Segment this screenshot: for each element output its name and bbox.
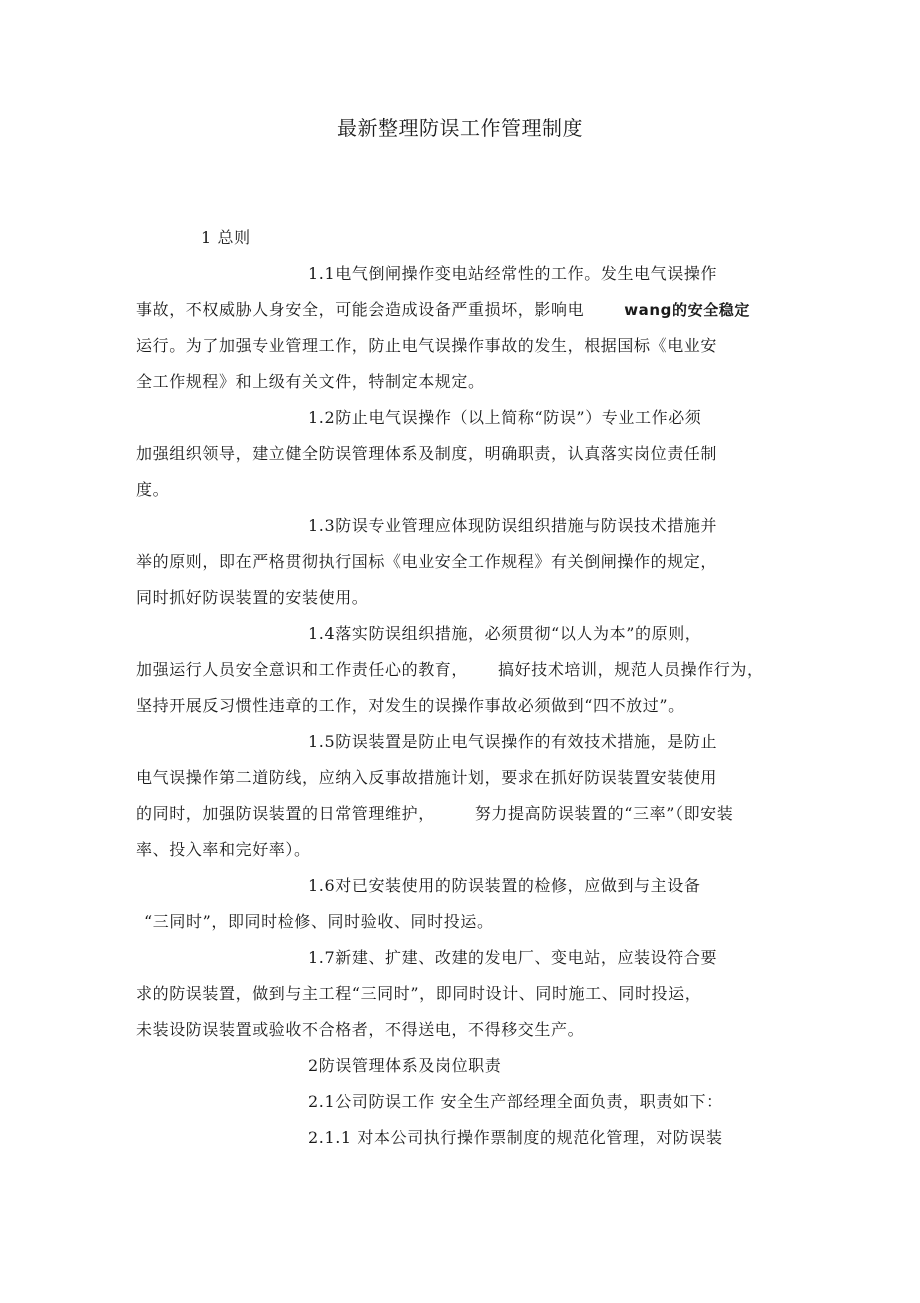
paragraph-line: 全工作规程》和上级有关文件，特制定本规定。 xyxy=(136,372,485,391)
paragraph-fragment: 努力提高防误装置的“三率”（即安装 xyxy=(474,804,734,823)
paragraph-line: 2.1.1 对本公司执行操作票制度的规范化管理，对防误装 xyxy=(308,1128,723,1147)
paragraph-line: 1.6对已安装使用的防误装置的检修，应做到与主设备 xyxy=(308,876,701,895)
paragraph-line: 加强组织领导，建立健全防误管理体系及制度，明确职责，认真落实岗位责任制 xyxy=(136,444,718,463)
paragraph-line xyxy=(136,660,764,680)
paragraph-fragment: 的同时，加强防误装置的日常管理维护， xyxy=(136,804,435,823)
paragraph-line: 率、投入率和完好率）。 xyxy=(136,840,311,859)
paragraph-line: 1.4落实防误组织措施，必须贯彻“以人为本”的原则， xyxy=(308,624,702,643)
paragraph-line: 1.2防止电气误操作（以上简称“防误”）专业工作必须 xyxy=(308,408,702,427)
paragraph-line: 运行。为了加强专业管理工作，防止电气误操作事故的发生，根据国标《电业安 xyxy=(136,336,718,355)
paragraph-line: 度。 xyxy=(136,480,170,499)
paragraph-line: 电气误操作第二道防线，应纳入反事故措施计划，要求在抓好防误装置安装使用 xyxy=(136,768,718,787)
paragraph-line: 2.1公司防误工作 安全生产部经理全面负责，职责如下： xyxy=(308,1092,723,1111)
section-heading-general: 1 总则 xyxy=(201,228,251,247)
paragraph-line: 1.1电气倒闸操作变电站经常性的工作。发生电气误操作 xyxy=(308,264,718,283)
paragraph-line: “三同时”，即同时检修、同时验收、同时投运。 xyxy=(144,912,494,931)
paragraph-line: 1.7新建、扩建、改建的发电厂、变电站，应装设符合要 xyxy=(308,948,718,967)
paragraph-line: 举的原则，即在严格贯彻执行国标《电业安全工作规程》有关倒闸操作的规定， xyxy=(136,552,718,571)
paragraph-fragment: wang的安全稳定 xyxy=(624,301,750,319)
paragraph-fragment: 搞好技术培训，规范人员操作行为， xyxy=(498,660,764,679)
paragraph-line: 1.5防误装置是防止电气误操作的有效技术措施，是防止 xyxy=(308,732,718,751)
section-heading-responsibilities: 2防误管理体系及岗位职责 xyxy=(308,1056,502,1075)
document-title: 最新整理防误工作管理制度 xyxy=(337,116,583,140)
paragraph-line: 坚持开展反习惯性违章的工作，对发生的误操作事故必须做到“四不放过”。 xyxy=(136,696,685,715)
paragraph-line: 未装设防误装置或验收不合格者，不得送电，不得移交生产。 xyxy=(136,1020,585,1039)
paragraph-line: 求的防误装置，做到与主工程“三同时”，即同时设计、同时施工、同时投运， xyxy=(136,984,702,1003)
paragraph-line: 同时抓好防误装置的安装使用。 xyxy=(136,588,369,607)
paragraph-fragment: 事故，不权威胁人身安全，可能会造成设备严重损坏，影响电 xyxy=(136,300,585,319)
paragraph-fragment: 加强运行人员安全意识和工作责任心的教育， xyxy=(136,660,469,679)
paragraph-line: 1.3防误专业管理应体现防误组织措施与防误技术措施并 xyxy=(308,516,718,535)
paragraph-line xyxy=(136,300,750,320)
paragraph-line xyxy=(136,804,733,824)
